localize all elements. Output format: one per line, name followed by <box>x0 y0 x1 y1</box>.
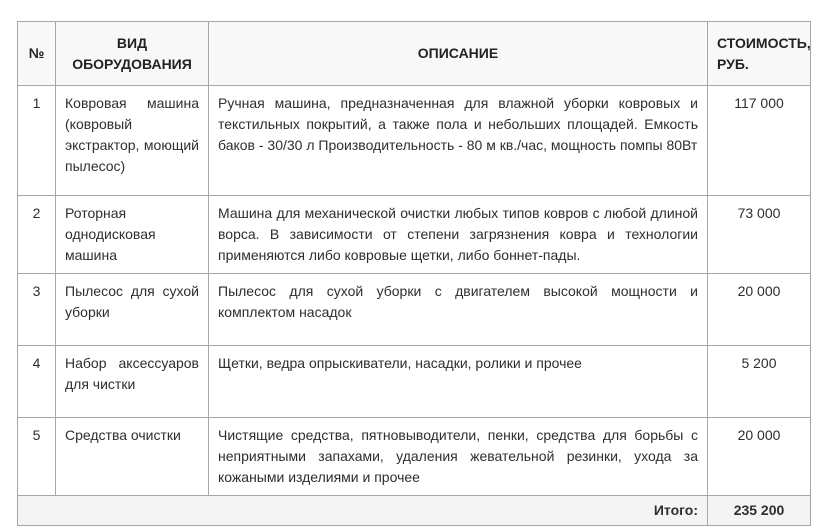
table-row <box>18 196 811 274</box>
header-cost: СТОИМОСТЬ, РУБ. <box>708 22 811 86</box>
row-number: 5 <box>18 418 56 496</box>
row-number: 4 <box>18 346 56 418</box>
equipment-description: Чистящие средства, пятновыводители, пенки, средства для борьбы с неприятными запахами, удаления жевательной резинки, ухода за кожаными изделиями и прочее <box>209 418 708 496</box>
equipment-cost: 73 000 <box>708 196 811 274</box>
total-row <box>18 496 811 526</box>
equipment-description: Ручная машина, предназначенная для влажной уборки ковровых и текстильных покрытий, а также пола и небольших площадей. Емкость баков - 30/30 л Производительность - 80 м кв./час, мощность помпы 80Вт <box>209 86 708 196</box>
equipment-description: Щетки, ведра опрыскиватели, насадки, ролики и прочее <box>209 346 708 418</box>
table-row <box>18 418 811 496</box>
row-number: 3 <box>18 274 56 346</box>
table-header-row <box>18 22 811 86</box>
table-row <box>18 346 811 418</box>
equipment-type: Средства очистки <box>56 418 209 496</box>
row-number: 1 <box>18 86 56 196</box>
equipment-description: Машина для механической очистки любых типов ковров с любой длиной ворса. В зависимости от степени загрязнения ковра и технологии применяются либо ковровые щетки, либо боннет-пады. <box>209 196 708 274</box>
equipment-price-table <box>17 21 811 526</box>
equipment-cost: 20 000 <box>708 418 811 496</box>
row-number: 2 <box>18 196 56 274</box>
table-row <box>18 274 811 346</box>
equipment-cost: 20 000 <box>708 274 811 346</box>
equipment-type: Набор аксессуаров для чистки <box>56 346 209 418</box>
equipment-description: Пылесос для сухой уборки с двигателем высокой мощности и комплектом насадок <box>209 274 708 346</box>
header-description: ОПИСАНИЕ <box>209 22 708 86</box>
equipment-type: Ковровая машина (ковровый экстрактор, моющий пылесос) <box>56 86 209 196</box>
equipment-cost: 117 000 <box>708 86 811 196</box>
total-value: 235 200 <box>708 496 811 526</box>
total-label: Итого: <box>18 496 708 526</box>
equipment-type: Роторная однодисковая машина <box>56 196 209 274</box>
table-row <box>18 86 811 196</box>
header-num: № <box>18 22 56 86</box>
equipment-type: Пылесос для сухой уборки <box>56 274 209 346</box>
equipment-cost: 5 200 <box>708 346 811 418</box>
header-type: ВИД ОБОРУДОВАНИЯ <box>56 22 209 86</box>
